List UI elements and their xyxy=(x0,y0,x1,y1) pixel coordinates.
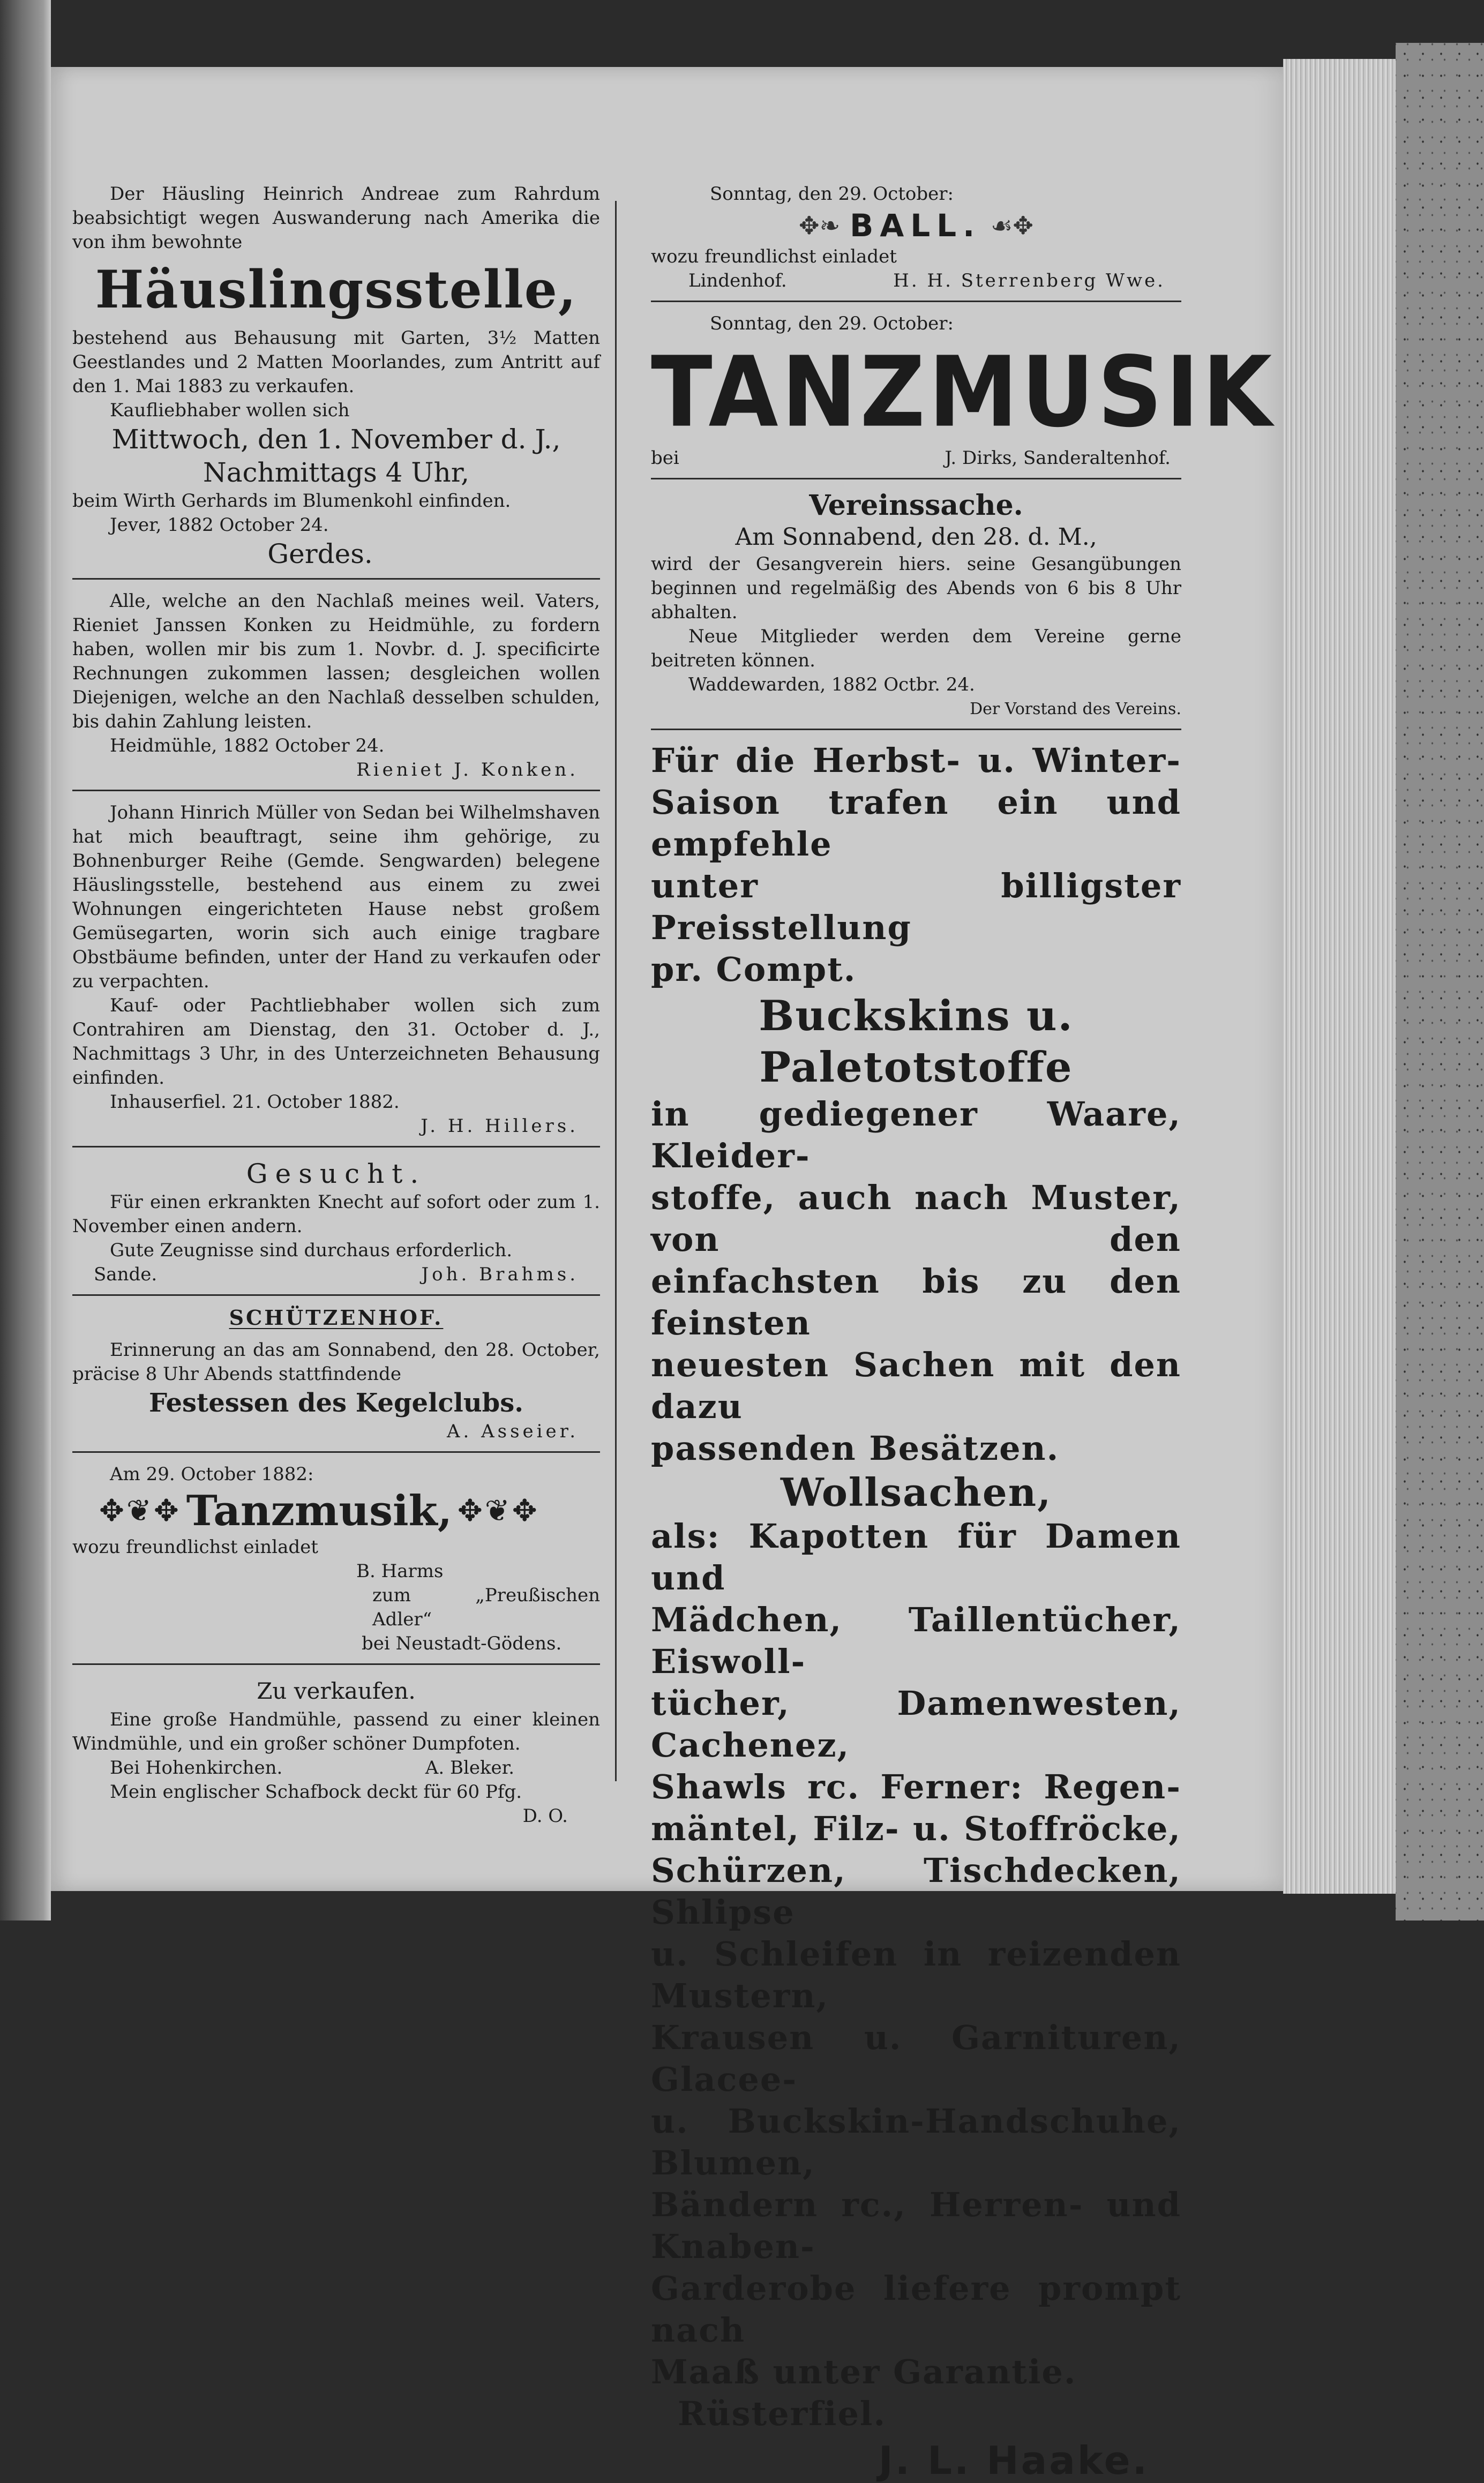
ad3-body: Johann Hinrich Müller von Sedan bei Wilhelmshaven hat mich beauftragt, seine ihm gehörige, zu Bohnenburger Reihe (Gemde. Sengwarden) belegene Häuslingsstelle, bestehend aus einem zu zwei Wohnungen eingerichteten Hause nebst großem Gemüsegarten, worin sich auch einige tragbare Obstbäume befinden, unter der Hand zu verkaufen oder zu verpachten. xyxy=(72,802,600,992)
haake-line: pr. Compt. xyxy=(651,950,857,989)
ad4-sig-row xyxy=(72,1263,600,1287)
ad-vereinssache xyxy=(651,489,1181,721)
ad1-line1: Kaufliebhaber wollen sich xyxy=(110,400,350,421)
ad1-body: bestehend aus Behausung mit Garten, 3½ Matten Geestlandes und 2 Matten Moorlandes, zum Antritt auf den 1. Mai 1883 zu verkaufen. xyxy=(72,327,600,397)
ball-date: Sonntag, den 29. October: xyxy=(710,183,954,205)
ad5-headline: SCHÜTZENHOF. xyxy=(229,1306,444,1330)
divider-rule xyxy=(651,478,1181,479)
ad7-signature1: A. Bleker. xyxy=(425,1757,514,1779)
ad6-invite: wozu freundlichst einladet xyxy=(72,1536,318,1558)
tanz-host: J. Dirks, Sanderaltenhof. xyxy=(945,447,1171,469)
haake-line: tücher, Damenwesten, Cachenez, xyxy=(651,1684,1181,1765)
haake-line: Shawls rc. Ferner: Regen- xyxy=(651,1767,1181,1806)
ad-schuetzenhof xyxy=(72,1306,600,1444)
ad7-sig-row xyxy=(72,1756,600,1780)
verein-headline: Vereinssache. xyxy=(809,489,1023,522)
ad4-place: Sande. xyxy=(94,1264,158,1285)
ad1-headline: Häuslingsstelle, xyxy=(95,259,578,320)
haake-line: stoffe, auch nach Muster, von den xyxy=(651,1178,1181,1259)
ad-haake xyxy=(651,740,1181,2483)
ad-zu-verkaufen xyxy=(72,1675,600,1828)
tanz-sig-row xyxy=(651,446,1181,470)
ad6-headline-row xyxy=(72,1487,600,1535)
divider-rule xyxy=(72,1146,600,1147)
verein-body2: Neue Mitglieder werden dem Vereine gerne beitreten können. xyxy=(651,626,1181,671)
ball-place: Lindenhof. xyxy=(688,270,787,291)
haake-line: u. Schleifen in reizenden Mustern, xyxy=(651,1934,1181,2015)
ad2-dateline: Heidmühle, 1882 October 24. xyxy=(110,735,385,756)
ad3-body2: Kauf- oder Pachtliebhaber wollen sich zum Contrahiren am Dienstag, den 31. October d. J., Nachmittags 3 Uhr, in des Unterzeichneten Behausung einfinden. xyxy=(72,995,600,1089)
ad7-place: Bei Hohenkirchen. xyxy=(110,1757,283,1779)
ad2-body: Alle, welche an den Nachlaß meines weil. Vaters, Rieniet Janssen Konken zu Heidmühle, zu fordern haben, wollen mir bis zum 1. Novbr. d. J. specificirte Rechnungen zukommen lassen; desgleichen wollen Diejenigen, welche an den Nachlaß desselben schulden, bis dahin Zahlung leisten. xyxy=(72,590,600,732)
tanz-bei: bei xyxy=(651,447,679,469)
ad5-event: Festessen des Kegelclubs. xyxy=(149,1388,523,1418)
haake-line: Maaß unter Garantie. xyxy=(651,2352,1077,2391)
ad6-headline: Tanzmusik, xyxy=(186,1487,452,1535)
tanz-headline: TANZMUSIK xyxy=(651,335,1276,449)
ad6-name: B. Harms xyxy=(356,1561,444,1582)
tanz-date: Sonntag, den 29. October: xyxy=(710,313,954,334)
ball-sig-row xyxy=(651,269,1181,293)
haake-line: u. Buckskin-Handschuhe, Blumen, xyxy=(651,2102,1181,2182)
flourish-left-icon: ✥❧ xyxy=(799,211,841,240)
ad1-time: Nachmittags 4 Uhr, xyxy=(203,457,470,488)
ad1-intro: Der Häusling Heinrich Andreae zum Rahrdum beabsichtigt wegen Auswanderung nach Amerika die von ihm bewohnte xyxy=(72,183,600,253)
book-cover-edge xyxy=(1396,43,1484,1921)
haake-line: unter billigster Preisstellung xyxy=(651,866,1181,947)
ad6-date: Am 29. October 1882: xyxy=(110,1464,314,1485)
ad4-headline: Gesucht. xyxy=(246,1158,426,1189)
ad-tanzmusik-dirks xyxy=(651,312,1276,470)
right-column xyxy=(651,182,1276,2483)
haake-line: Krausen u. Garnituren, Glacee- xyxy=(651,2018,1181,2099)
haake-line: Mädchen, Taillentücher, Eiswoll- xyxy=(651,1600,1181,1681)
ad7-body: Eine große Handmühle, passend zu einer kleinen Windmühle, und ein großer schöner Dumpfoten. xyxy=(72,1709,600,1754)
ball-headline-row xyxy=(651,207,1181,244)
haake-line: in gediegener Waare, Kleider- xyxy=(651,1094,1181,1175)
ball-headline: BALL. xyxy=(850,207,981,244)
haake-line: Saison trafen ein und empfehle xyxy=(651,783,1181,864)
ad-nachlass xyxy=(72,589,600,782)
ad7-body2: Mein englischer Schafbock deckt für 60 Pfg. xyxy=(110,1781,522,1803)
left-column xyxy=(72,182,600,1828)
flourish-right-icon: ☙✥ xyxy=(991,211,1033,240)
ad7-headline: Zu verkaufen. xyxy=(257,1678,416,1704)
divider-rule xyxy=(651,301,1181,302)
divider-rule xyxy=(72,790,600,791)
haake-headline: Buckskins u. Paletotstoffe xyxy=(759,992,1074,1092)
haake-wolle: Wollsachen, xyxy=(780,1469,1052,1515)
haake-line: Garderobe liefere prompt nach xyxy=(651,2269,1181,2350)
divider-rule xyxy=(72,1663,600,1665)
haake-line: neuesten Sachen mit den dazu xyxy=(651,1345,1181,1426)
ad6-place1: zum „Preußischen Adler“ xyxy=(372,1585,600,1630)
haake-line: einfachsten bis zu den feinsten xyxy=(651,1262,1181,1342)
ad4-body2: Gute Zeugnisse sind durchaus erforderlich. xyxy=(110,1240,513,1261)
ad-gesucht xyxy=(72,1157,600,1287)
page-stack-edge xyxy=(1283,59,1396,1894)
flourish-left-icon: ✥❦✥ xyxy=(99,1494,181,1528)
ad6-place2: bei Neustadt-Gödens. xyxy=(362,1633,562,1654)
ad4-signature: Joh. Brahms. xyxy=(421,1264,579,1285)
haake-signature: J. L. Haake. xyxy=(878,2438,1149,2483)
verein-date: Am Sonnabend, den 28. d. M., xyxy=(735,523,1097,551)
verein-signature: Der Vorstand des Vereins. xyxy=(970,700,1181,718)
haake-line: als: Kapotten für Damen und xyxy=(651,1517,1181,1597)
ad1-dateline: Jever, 1882 October 24. xyxy=(110,514,329,536)
haake-line: Bändern rc., Herren- und Knaben- xyxy=(651,2185,1181,2266)
flourish-right-icon: ✥❦✥ xyxy=(457,1494,539,1528)
ad1-date: Mittwoch, den 1. November d. J., xyxy=(111,424,561,455)
column-divider xyxy=(615,201,617,1781)
haake-place: Rüsterfiel. xyxy=(678,2394,887,2433)
ad2-signature: Rieniet J. Konken. xyxy=(356,759,579,781)
ad5-body: Erinnerung an das am Sonnabend, den 28. October, präcise 8 Uhr Abends stattfindende xyxy=(72,1339,600,1385)
ad1-place: beim Wirth Gerhards im Blumenkohl einfinden. xyxy=(72,490,511,512)
divider-rule xyxy=(651,729,1181,730)
ad-tanzmusik-harms xyxy=(72,1462,600,1656)
ad5-signature: A. Asseier. xyxy=(446,1421,579,1442)
divider-rule xyxy=(72,1294,600,1296)
verein-dateline: Waddewarden, 1882 Octbr. 24. xyxy=(688,674,975,695)
ad-ball xyxy=(651,182,1181,293)
haake-line: Für die Herbst- u. Winter- xyxy=(651,741,1181,780)
ad-mueller xyxy=(72,801,600,1138)
ad7-signature2: D. O. xyxy=(522,1805,568,1827)
haake-line: passenden Besätzen. xyxy=(651,1429,1060,1468)
divider-rule xyxy=(72,1451,600,1453)
ad-haeuslingsstelle xyxy=(72,182,600,571)
divider-rule xyxy=(72,578,600,580)
haake-line: Schürzen, Tischdecken, Shlipse xyxy=(651,1851,1181,1932)
ad4-body: Für einen erkrankten Knecht auf sofort oder zum 1. November einen andern. xyxy=(72,1191,600,1237)
haake-line: mäntel, Filz- u. Stoffröcke, xyxy=(651,1809,1181,1848)
ad3-dateline: Inhauserfiel. 21. October 1882. xyxy=(110,1091,400,1113)
ball-invite: wozu freundlichst einladet xyxy=(651,246,897,267)
verein-body: wird der Gesangverein hiers. seine Gesangübungen beginnen und regelmäßig des Abends von 6 bis 8 Uhr abhalten. xyxy=(651,553,1181,623)
book-spine xyxy=(0,0,51,1921)
ad3-signature: J. H. Hillers. xyxy=(421,1115,579,1137)
ball-host: H. H. Sterrenberg Wwe. xyxy=(893,270,1165,291)
ad1-signature: Gerdes. xyxy=(267,538,373,569)
